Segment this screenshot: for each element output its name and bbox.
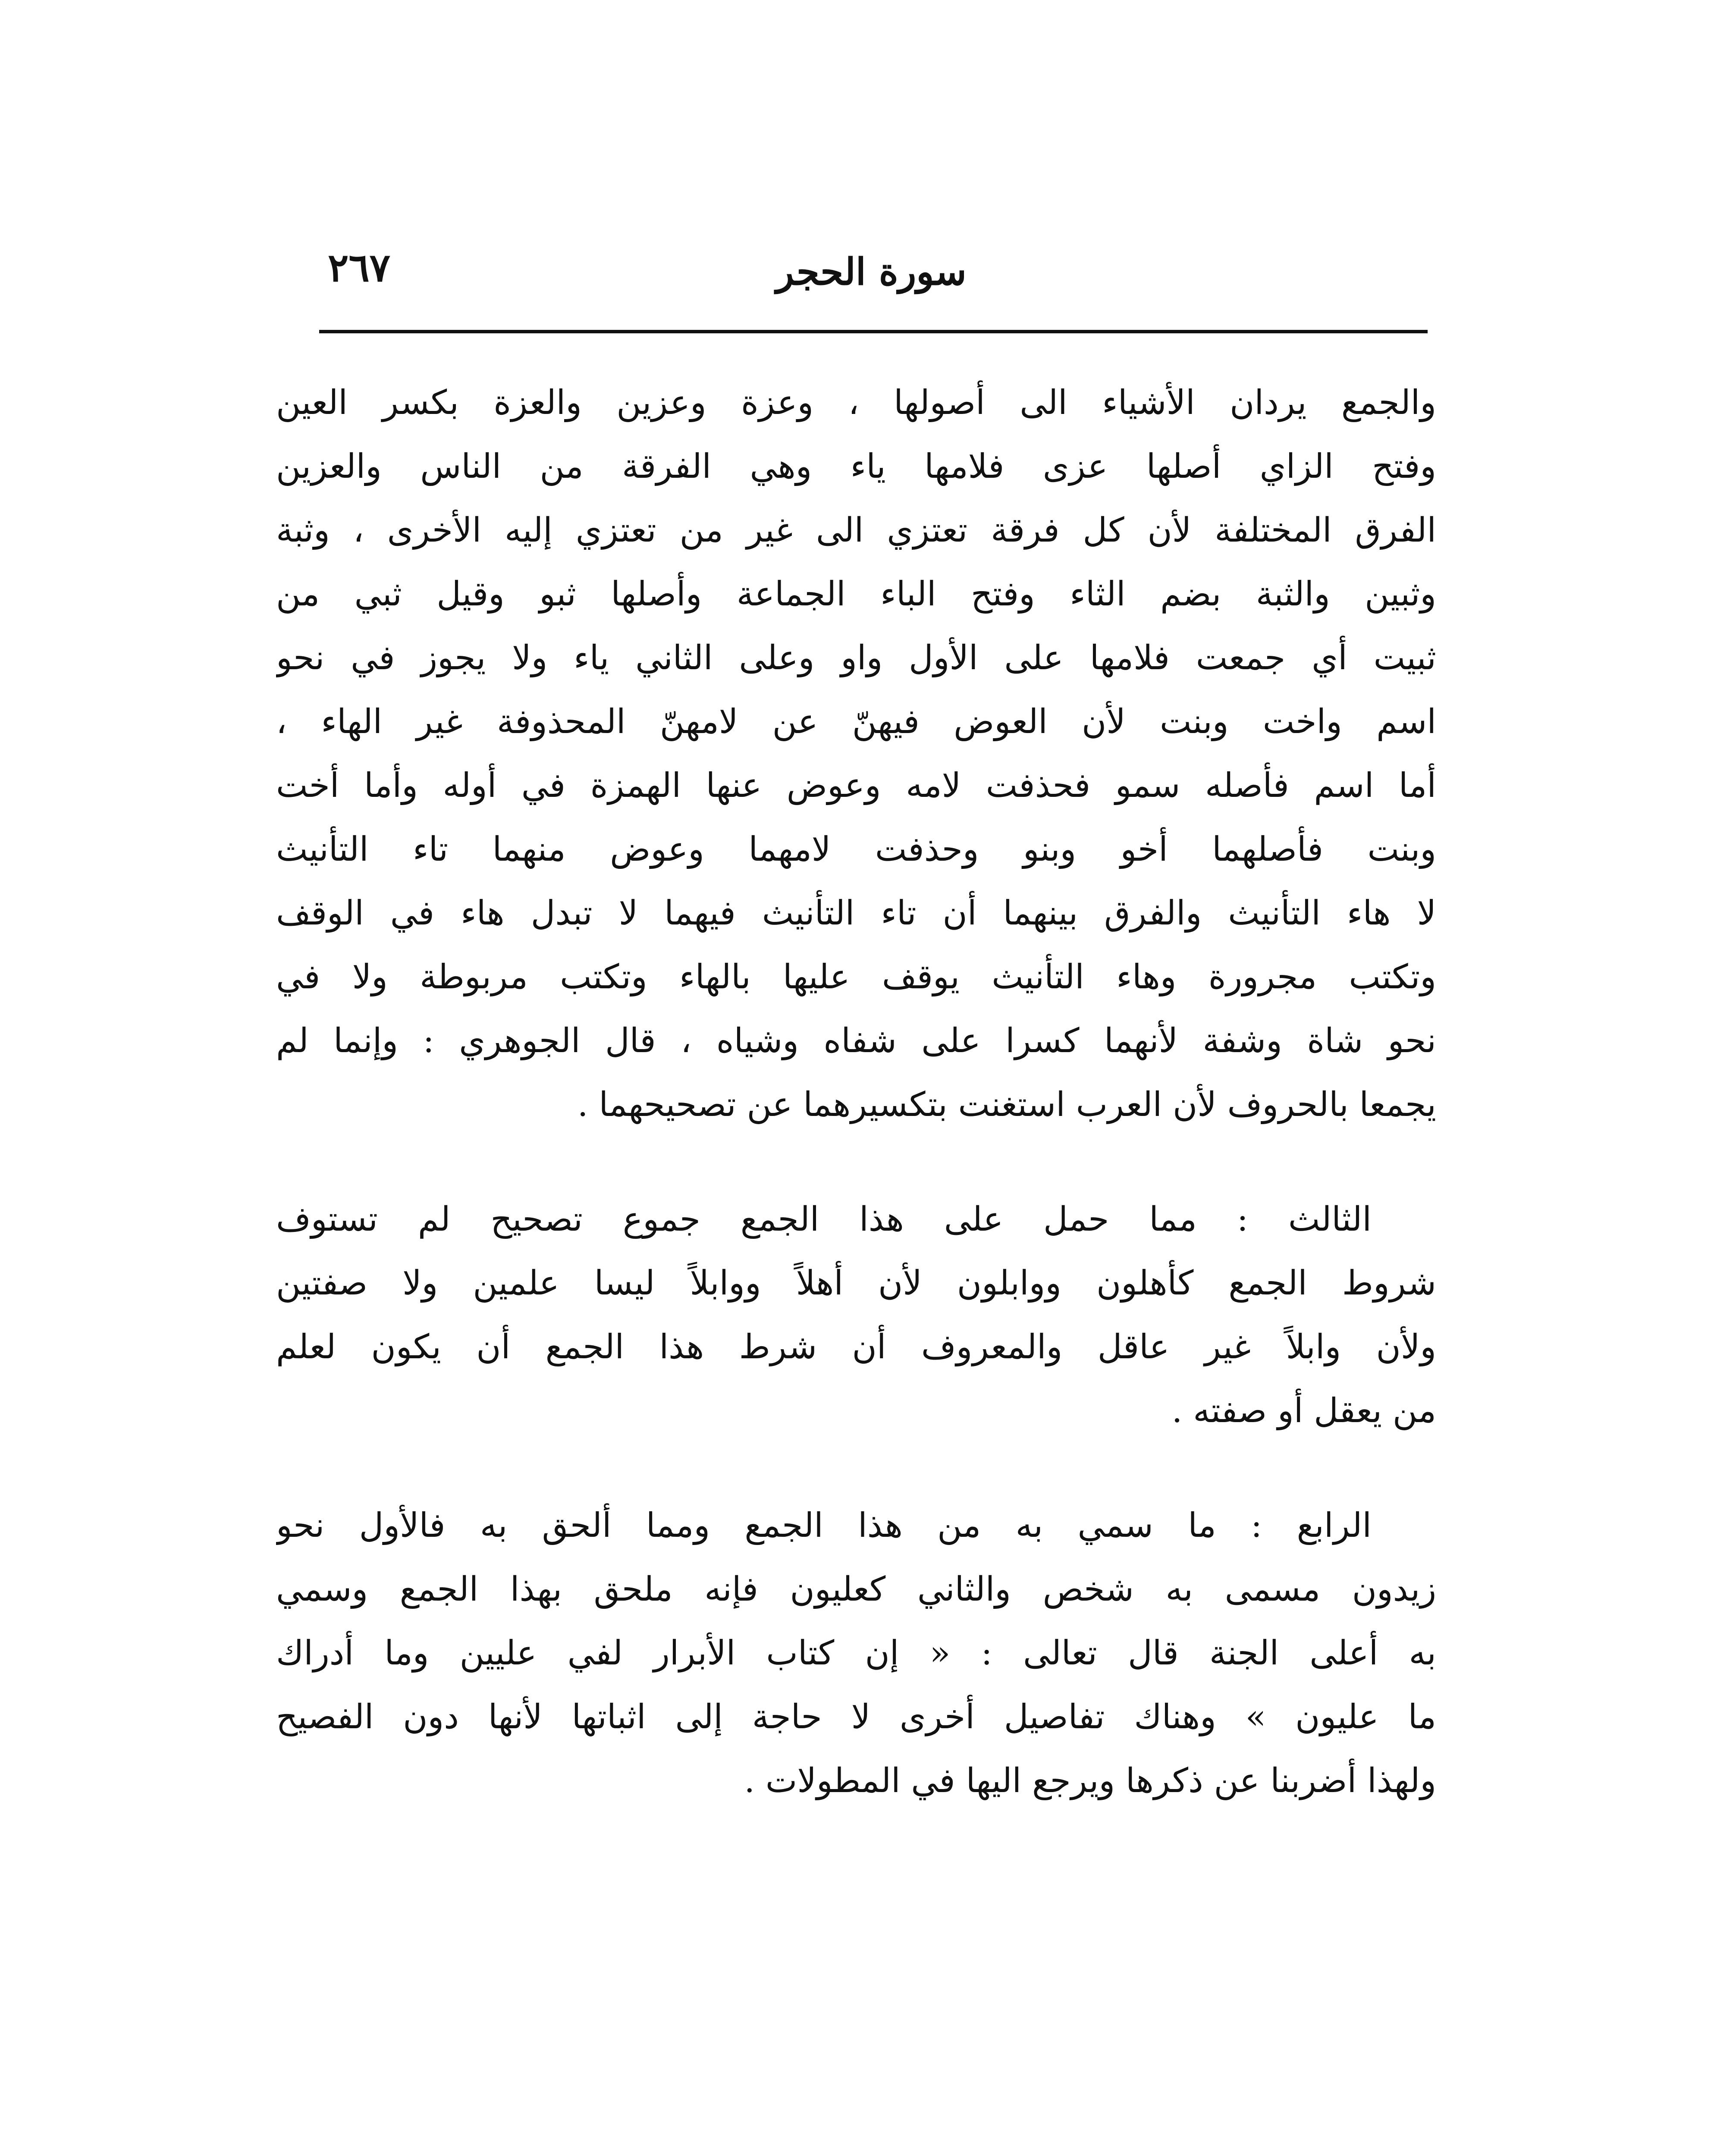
page-header <box>319 241 1423 298</box>
text-line: به أعلى الجنة قال تعالى : « إن كتاب الأبرار لفي عليين وما أدراك <box>276 1634 1436 1673</box>
text-line: من يعقل أو صفته . <box>1171 1391 1436 1430</box>
text-line: ولهذا أضربنا عن ذكرها ويرجع اليها في المطولات . <box>744 1761 1436 1800</box>
body-text <box>276 371 1436 1813</box>
text-line: وثبين والثبة بضم الثاء وفتح الباء الجماعة وأصلها ثبو وقيل ثبي من <box>276 575 1436 614</box>
paragraph-3 <box>276 1494 1436 1813</box>
text-line: ثبيت أي جمعت فلامها على الأول واو وعلى الثاني ياء ولا يجوز في نحو <box>276 639 1436 677</box>
text-line: وبنت فأصلهما أخو وبنو وحذفت لامهما وعوض منهما تاء التأنيث <box>276 830 1436 869</box>
text-line: نحو شاة وشفة لأنهما كسرا على شفاه وشياه ، قال الجوهري : وإنما لم <box>276 1022 1436 1060</box>
surah-title: سورة الحجر <box>776 250 967 294</box>
text-line: يجمعا بالحروف لأن العرب استغنت بتكسيرهما عن تصحيحهما . <box>577 1085 1436 1124</box>
paragraph-1 <box>276 371 1436 1137</box>
text-line: الثالث : مما حمل على هذا الجمع جموع تصحيح لم تستوف <box>276 1200 1372 1239</box>
text-line: الرابع : ما سمي به من هذا الجمع ومما ألحق به فالأول نحو <box>276 1506 1372 1545</box>
text-line: والجمع يردان الأشياء الى أصولها ، وعزة وعزين والعزة بكسر العين <box>276 383 1436 422</box>
paragraph-2 <box>276 1188 1436 1443</box>
text-line: لا هاء التأنيث والفرق بينهما أن تاء التأنيث فيهما لا تبدل هاء في الوقف <box>276 894 1436 933</box>
text-line: شروط الجمع كأهلون ووابلون لأن أهلاً ووابلاً ليسا علمين ولا صفتين <box>276 1264 1436 1303</box>
text-line: وتكتب مجرورة وهاء التأنيث يوقف عليها بالهاء وتكتب مربوطة ولا في <box>276 958 1436 997</box>
text-line: ما عليون » وهناك تفاصيل أخرى لا حاجة إلى اثباتها لأنها دون الفصيح <box>276 1698 1436 1736</box>
page-number: ٢٦٧ <box>328 245 391 291</box>
text-line: الفرق المختلفة لأن كل فرقة تعتزي الى غير من تعتزي إليه الأخرى ، وثبة <box>276 511 1436 550</box>
text-line: ولأن وابلاً غير عاقل والمعروف أن شرط هذا الجمع أن يكون لعلم <box>276 1328 1436 1366</box>
text-line: اسم واخت وبنت لأن العوض فيهنّ عن لامهنّ المحذوفة غير الهاء ، <box>276 702 1436 741</box>
text-line: أما اسم فأصله سمو فحذفت لامه وعوض عنها الهمزة في أوله وأما أخت <box>276 766 1436 805</box>
text-line: زيدون مسمى به شخص والثاني كعليون فإنه ملحق بهذا الجمع وسمي <box>276 1570 1436 1609</box>
text-line: وفتح الزاي أصلها عزى فلامها ياء وهي الفرقة من الناس والعزين <box>276 447 1436 486</box>
header-rule <box>319 330 1428 333</box>
